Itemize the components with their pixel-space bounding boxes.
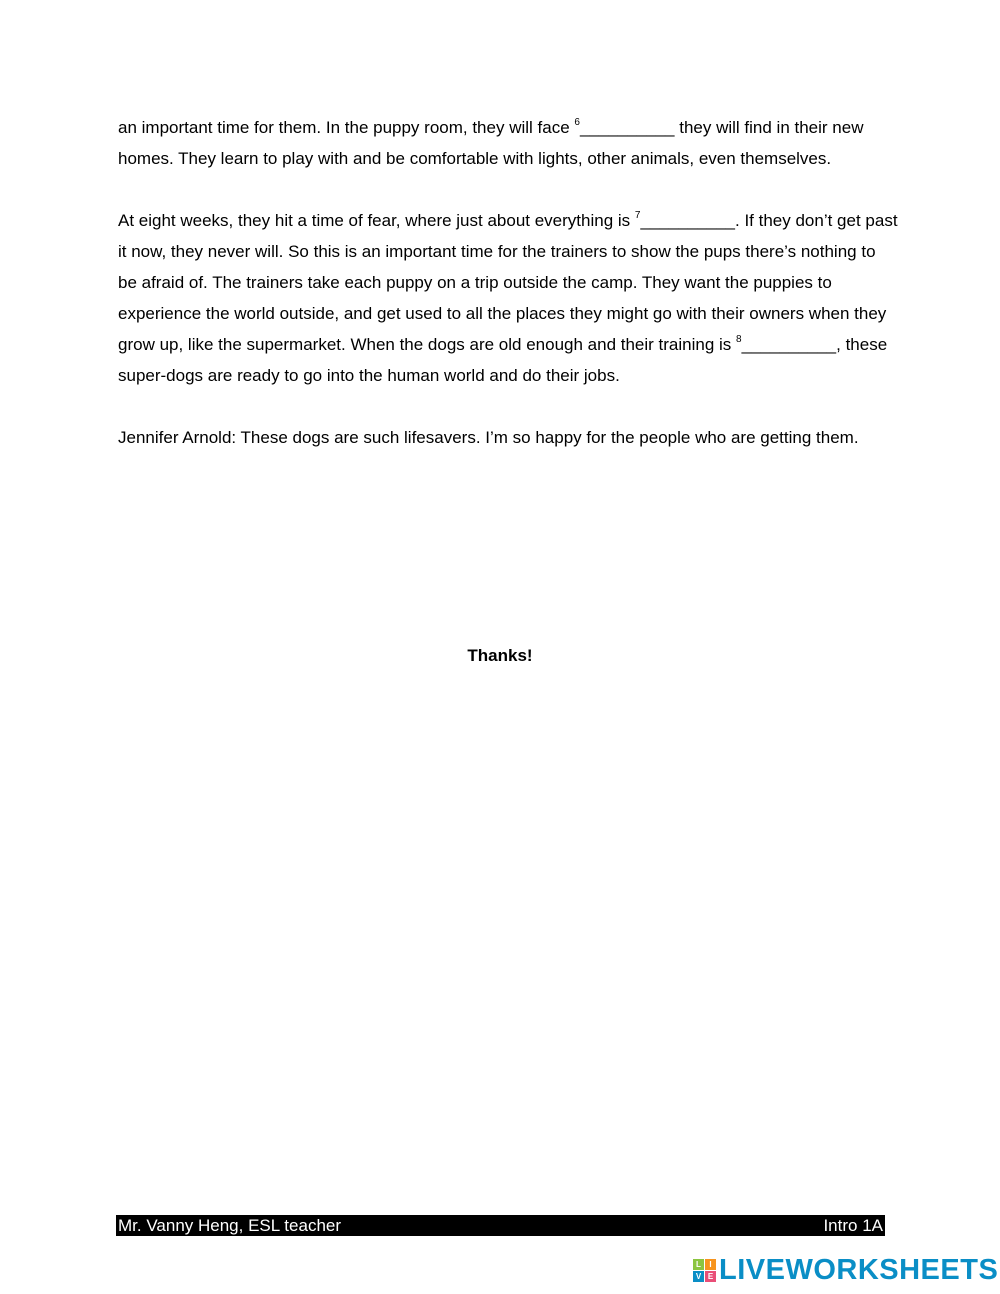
liveworksheets-logo bbox=[693, 1255, 998, 1285]
text-segment: __________. If they don’t get past it now, they never will. So this is an important time for the trainers to show the pups there’s nothing to be afraid of. The trainers take each puppy on a trip outside the camp. They want the puppies to experience the world outside, and get used to all the places they might go with their owners when they grow up, like the supermarket. When the dogs are old enough and their training is bbox=[118, 211, 898, 354]
paragraph-2 bbox=[118, 205, 898, 391]
text-segment: __________, these super-dogs are ready to go into the human world and do their jobs. bbox=[118, 335, 888, 385]
logo-block: E bbox=[705, 1271, 716, 1282]
thanks-heading: Thanks! bbox=[467, 646, 533, 665]
logo-blocks-icon bbox=[693, 1259, 716, 1282]
text-segment: an important time for them. In the puppy room, they will face bbox=[118, 118, 575, 137]
footer-bar bbox=[116, 1215, 885, 1236]
logo-block: I bbox=[705, 1259, 716, 1270]
paragraph-3 bbox=[118, 422, 898, 453]
blank-number: 7 bbox=[634, 210, 641, 221]
logo-word: LIVEWORKSHEETS bbox=[719, 1254, 999, 1286]
logo-block: V bbox=[693, 1271, 704, 1282]
blank-number: 8 bbox=[736, 334, 742, 345]
worksheet-text bbox=[118, 112, 898, 484]
footer-level: Intro 1A bbox=[823, 1216, 883, 1235]
text-segment: At eight weeks, they hit a time of fear, where just about everything is bbox=[118, 211, 635, 230]
blank-number: 6 bbox=[574, 117, 580, 128]
footer-author: Mr. Vanny Heng, ESL teacher bbox=[118, 1216, 342, 1235]
paragraph-1 bbox=[118, 112, 898, 174]
text-segment: __________ they will find in their new homes. They learn to play with and be comfortable with lights, other animals, even themselves. bbox=[118, 118, 864, 168]
logo-block: L bbox=[693, 1259, 704, 1270]
text-segment: Jennifer Arnold: These dogs are such lifesavers. I’m so happy for the people who are getting them. bbox=[118, 428, 859, 447]
